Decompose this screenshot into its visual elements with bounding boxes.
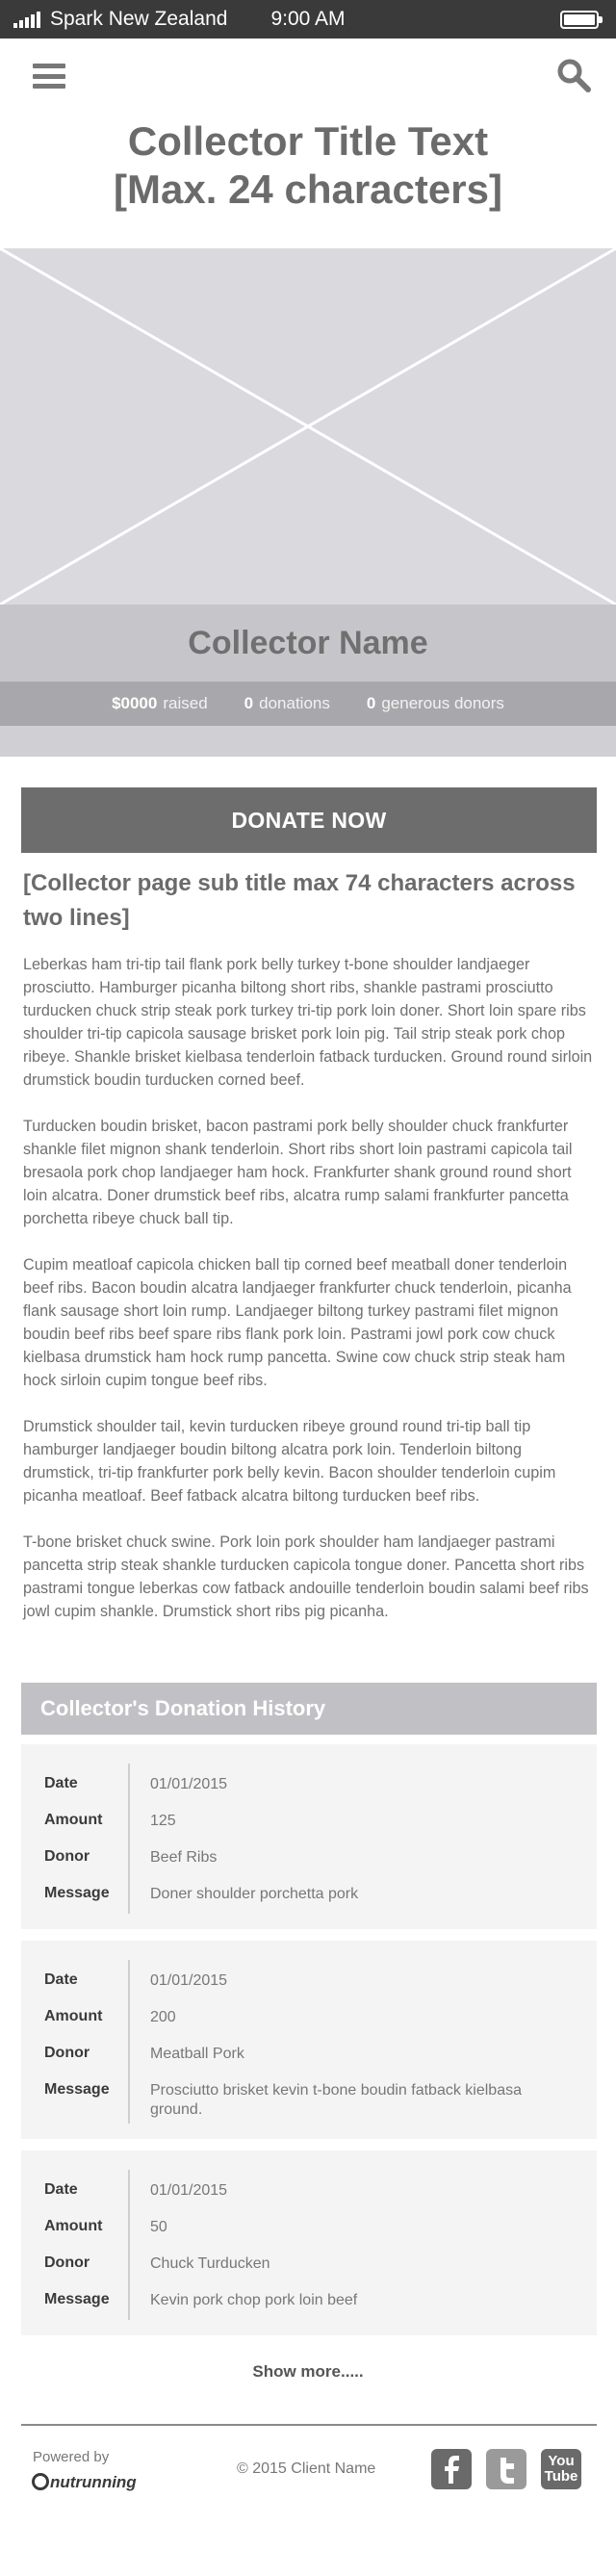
- date-label: Date: [44, 2181, 78, 2198]
- youtube-icon[interactable]: You Tube: [541, 2449, 581, 2489]
- story-paragraph: Leberkas ham tri-tip tail flank pork belly turkey t-bone shoulder landjaeger prosciutto. Hamburger picanha biltong short ribs, shankle pastrami prosciutto turducken chuck strip steak pork turkey tri-tip pork loin doner. Short loin spare ribs shoulder tri-tip capicola sausage brisket pork loin pig. Tail strip steak pork chop ribeye. Shankle brisket kielbasa tenderloin fatback turducken. Ground round sirloin drumstick boudin turducken corned beef.: [23, 956, 593, 1089]
- story-paragraph: Cupim meatloaf capicola chicken ball tip corned beef meatball doner tenderloin beef ribs. Bacon boudin alcatra landjaeger frankfurter chuck tenderloin, picanha flank sausage short loin rump. Landjaeger biltong turkey pastrami filet mignon boudin beef ribs beef spare ribs flank pork loin. Pastrami jowl pork cow chuck kielbasa drumstick ham hock rump pancetta. Swine cow chuck strip steak ham hock sirloin cupim tongue beef ribs.: [23, 1256, 572, 1389]
- date-label: Date: [44, 1971, 78, 1988]
- donation-date: 01/01/2015: [150, 1776, 228, 1792]
- story-paragraph: Turducken boudin brisket, bacon pastrami pork belly shoulder chuck frankfurter shankle filet mignon shank tenderloin. Short ribs short loin pastrami capicola tail bresaola pork chop landjaeger ham hock. Frankfurter shank ground round short loin alcatra. Doner drumstick beef ribs, alcatra rump salami frankfurter pancetta porchetta ribeye chuck ball tip.: [23, 1118, 573, 1227]
- battery-icon: [560, 11, 599, 29]
- story-paragraph: T-bone brisket chuck swine. Pork loin pork shoulder ham landjaeger pastrami pancetta strip steak shankle turducken capicola tongue doner. Pancetta short ribs pastrami tongue leberkas cow fatback andouille tenderloin boudin salami beef ribs jowl cupim shankle. Drumstick short ribs pig picanha.: [23, 1533, 589, 1620]
- donor-label: Donor: [44, 2254, 90, 2271]
- collector-stats: [0, 682, 616, 726]
- show-more-link[interactable]: Show more.....: [252, 2362, 364, 2381]
- message-label: Message: [44, 1885, 110, 1901]
- amount-label: Amount: [44, 1812, 103, 1828]
- donate-now-button[interactable]: DONATE NOW: [21, 787, 597, 853]
- twitter-icon[interactable]: [486, 2449, 526, 2489]
- donation-message: Doner shoulder porchetta pork: [150, 1886, 359, 1902]
- donation-message: Kevin pork chop pork loin beef: [150, 2292, 358, 2308]
- donation-date: 01/01/2015: [150, 1972, 228, 1989]
- collector-name-band: [0, 605, 616, 682]
- donation-amount: 200: [150, 2009, 176, 2025]
- hero-image-placeholder: [0, 248, 616, 605]
- page-subtitle: [Collector page sub title max 74 characters across two lines]: [23, 870, 576, 931]
- message-label: Message: [44, 2291, 110, 2307]
- donation-donor: Chuck Turducken: [150, 2255, 270, 2272]
- signal-icon: [13, 11, 40, 28]
- donation-message: Prosciutto brisket kevin t-bone boudin fatback kielbasa ground.: [150, 2082, 522, 2118]
- top-nav: [0, 39, 616, 114]
- donor-label: Donor: [44, 1848, 90, 1865]
- stat-donors: 0 generous donors: [366, 694, 504, 712]
- collector-story: [23, 953, 597, 1646]
- page-title: [0, 114, 616, 214]
- status-time: 9:00 AM: [270, 8, 346, 30]
- donation-history-heading: Collector's Donation History: [21, 1683, 597, 1735]
- amount-label: Amount: [44, 2218, 103, 2234]
- donation-card: [21, 1744, 597, 1929]
- donation-amount: 50: [150, 2219, 167, 2235]
- donor-label: Donor: [44, 2045, 90, 2061]
- carrier-name: Spark New Zealand: [50, 8, 228, 30]
- facebook-icon[interactable]: [431, 2449, 472, 2489]
- donation-card: [21, 2151, 597, 2335]
- story-paragraph: Drumstick shoulder tail, kevin turducken ribeye ground round tri-tip ball tip hamburger landjaeger boudin biltong alcatra pork loin. Tenderloin biltong drumstick, tri-tip frankfurter pork belly kevin. Bacon shoulder tenderloin cupim picanha meatloaf. Beef fatback alcatra biltong turducken beef ribs.: [23, 1418, 556, 1505]
- date-label: Date: [44, 1775, 78, 1791]
- donation-card: [21, 1941, 597, 2139]
- stat-raised: $0000 raised: [112, 694, 208, 712]
- progress-strip: [0, 726, 616, 757]
- brand-text: nutrunning: [50, 2473, 137, 2491]
- search-icon[interactable]: [556, 58, 591, 92]
- donation-donor: Meatball Pork: [150, 2046, 244, 2062]
- stat-donations: 0 donations: [244, 694, 330, 712]
- footer-divider: [21, 2424, 597, 2426]
- status-bar: [0, 0, 616, 39]
- page-title-line-1: Collector Title Text: [127, 118, 489, 164]
- donation-donor: Beef Ribs: [150, 1849, 218, 1866]
- menu-icon[interactable]: [33, 64, 65, 89]
- powered-by-label: Powered by: [33, 2449, 110, 2465]
- amount-label: Amount: [44, 2008, 103, 2024]
- page-title-line-2: [Max. 24 characters]: [114, 167, 502, 212]
- donation-amount: 125: [150, 1813, 176, 1829]
- donation-date: 01/01/2015: [150, 2182, 228, 2199]
- collector-name: Collector Name: [188, 625, 428, 661]
- copyright-text: © 2015 Client Name: [237, 2460, 376, 2477]
- message-label: Message: [44, 2081, 110, 2098]
- nutrunning-logo[interactable]: [31, 2468, 144, 2493]
